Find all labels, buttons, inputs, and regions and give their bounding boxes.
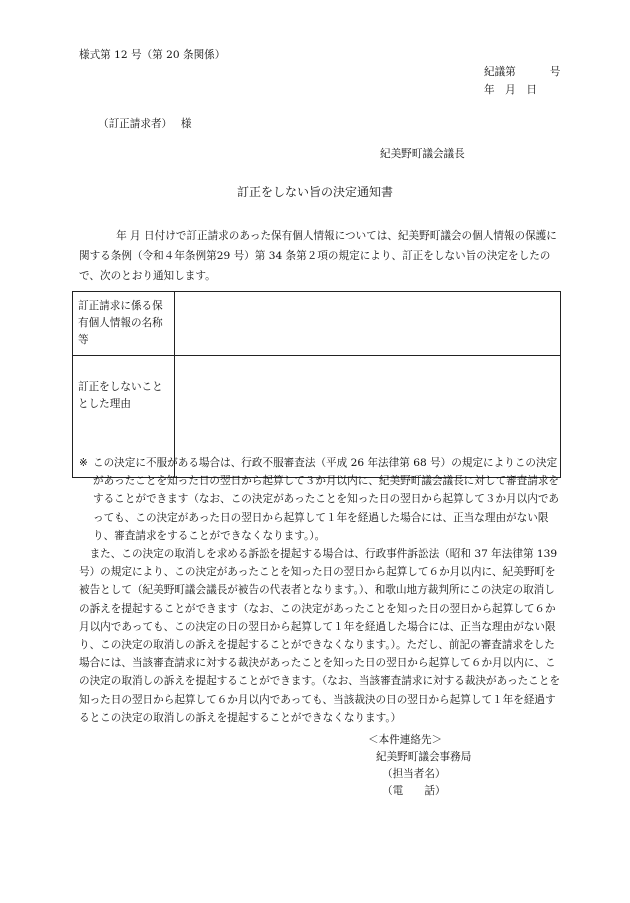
info-table [72, 291, 561, 478]
row1-value [175, 292, 561, 356]
contact-office: 紀美野町議会事務局 [376, 751, 472, 763]
reference-number-prefix: 紀議第 [484, 66, 516, 78]
note-2: また、この決定の取消しを求める訴訟を提起する場合は、行政事件訴訟法（昭和 37 年法律第 139 号）の規定により、この決定があったことを知った日の翌日から起算して６か月以内に、紀美野町を被告として（紀美野町議会議長が被告の代表者となります。）、和歌山地方裁判所にこの決定の取消しの訴えを提起することができます（なお、この決定があったことを知った日の翌日から起算して６か月以内であっても、この決定の日の翌日から起算して１年を経過した場合には、正当な理由がない限り、この決定の取消しの訴えを提起することができなくなります。）。ただし、前記の審査請求をした場合には、当該審査請求に対する裁決があったことを知った日の翌日から起算して６か月以内に、この決定の取消しの訴えを提起することができます。（なお、当該審査請求に対する裁決があったことを知った日の翌日から起算して６か月以内であっても、当該裁決の日の翌日から起算して１年を経過するとこの決定の取消しの訴えを提起することができなくなります。） [79, 548, 561, 724]
note-mark: ※ [79, 457, 88, 469]
body-paragraph-text: 年 月 日付けで訂正請求のあった保有個人情報については、紀美野町議会の個人情報の保護に関する条例（令和４年条例第29 号）第 34 条第２項の規定により、訂正をしない旨の決定をしたので、次のとおり通知します。 [79, 230, 557, 282]
contact-phone: （電 話） [382, 785, 446, 797]
contact-block [368, 732, 471, 800]
reference-number-suffix: 号 [549, 66, 561, 78]
issue-date: 年 月 日 [484, 84, 537, 96]
addressee: （訂正請求者） 様 [98, 118, 192, 130]
table-row [73, 292, 561, 356]
note-1 [79, 454, 565, 545]
contact-person: （担当者名） [382, 768, 446, 780]
contact-heading: ＜本件連絡先＞ [368, 734, 443, 746]
reference-number [484, 67, 560, 78]
form-number: 様式第 12 号（第 20 条関係） [79, 49, 226, 61]
sender: 紀美野町議会議長 [380, 148, 465, 160]
notes [79, 454, 565, 727]
body-paragraph [79, 226, 565, 286]
document-title: 訂正をしない旨の決定通知書 [236, 185, 393, 199]
row2-label: 訂正をしないこととした理由 [73, 356, 175, 478]
note-1-text: この決定に不服がある場合は、行政不服審査法（平成 26 年法律第 68 号）の規定によりこの決定があったことを知った日の翌日から起算して３か月以内に、紀美野町議会議長に対して審査請求をすることができます（なお、この決定があったことを知った日の翌日から起算して３か月以内であっても、この決定があった日の翌日から起算して１年を経過した場合には、正当な理由がない限り、審査請求をすることができなくなります。）。 [93, 457, 560, 542]
row1-label: 訂正請求に係る保有個人情報の名称等 [73, 292, 175, 356]
